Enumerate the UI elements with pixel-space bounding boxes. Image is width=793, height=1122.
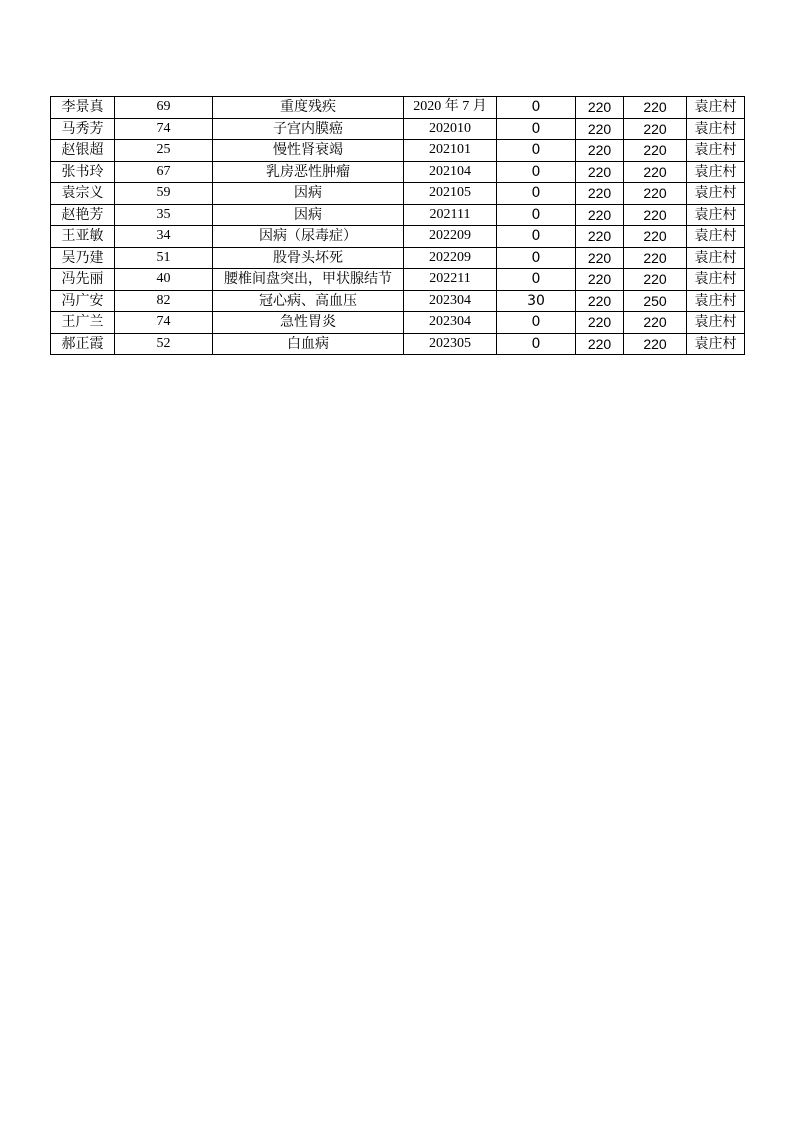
date-cell: 202105 <box>404 183 497 205</box>
date-cell: 202305 <box>404 333 497 355</box>
total-amount-cell: 220 <box>624 269 687 291</box>
name-cell: 李景真 <box>51 97 115 119</box>
age-cell: 82 <box>115 290 213 312</box>
base-amount-cell: 220 <box>576 97 624 119</box>
base-amount-cell: 220 <box>576 247 624 269</box>
name-cell: 冯先丽 <box>51 269 115 291</box>
table-row <box>51 204 745 226</box>
extra-amount-cell: 30 <box>497 290 576 312</box>
total-amount-cell: 220 <box>624 333 687 355</box>
age-cell: 40 <box>115 269 213 291</box>
table-row <box>51 161 745 183</box>
illness-cell: 乳房恶性肿瘤 <box>213 161 404 183</box>
illness-cell: 重度残疾 <box>213 97 404 119</box>
illness-cell: 冠心病、高血压 <box>213 290 404 312</box>
village-cell: 袁庄村 <box>687 312 745 334</box>
age-cell: 67 <box>115 161 213 183</box>
extra-amount-cell: 0 <box>497 161 576 183</box>
date-cell: 202104 <box>404 161 497 183</box>
name-cell: 吴乃建 <box>51 247 115 269</box>
recipient-table <box>50 96 745 355</box>
age-cell: 34 <box>115 226 213 248</box>
table-row <box>51 140 745 162</box>
total-amount-cell: 220 <box>624 312 687 334</box>
village-cell: 袁庄村 <box>687 183 745 205</box>
age-cell: 51 <box>115 247 213 269</box>
age-cell: 69 <box>115 97 213 119</box>
table-row <box>51 333 745 355</box>
extra-amount-cell: 0 <box>497 140 576 162</box>
date-cell: 202101 <box>404 140 497 162</box>
table-body <box>51 97 745 355</box>
age-cell: 52 <box>115 333 213 355</box>
village-cell: 袁庄村 <box>687 290 745 312</box>
date-cell: 202304 <box>404 312 497 334</box>
total-amount-cell: 250 <box>624 290 687 312</box>
extra-amount-cell: 0 <box>497 97 576 119</box>
village-cell: 袁庄村 <box>687 247 745 269</box>
illness-cell: 因病 <box>213 204 404 226</box>
date-cell: 202304 <box>404 290 497 312</box>
base-amount-cell: 220 <box>576 290 624 312</box>
extra-amount-cell: 0 <box>497 118 576 140</box>
village-cell: 袁庄村 <box>687 226 745 248</box>
base-amount-cell: 220 <box>576 312 624 334</box>
illness-cell: 子宫内膜癌 <box>213 118 404 140</box>
base-amount-cell: 220 <box>576 140 624 162</box>
illness-cell: 急性胃炎 <box>213 312 404 334</box>
age-cell: 25 <box>115 140 213 162</box>
illness-cell: 慢性肾衰竭 <box>213 140 404 162</box>
illness-cell: 因病 <box>213 183 404 205</box>
total-amount-cell: 220 <box>624 247 687 269</box>
name-cell: 冯广安 <box>51 290 115 312</box>
name-cell: 王广兰 <box>51 312 115 334</box>
table-row <box>51 269 745 291</box>
age-cell: 74 <box>115 118 213 140</box>
total-amount-cell: 220 <box>624 161 687 183</box>
table-row <box>51 183 745 205</box>
name-cell: 马秀芳 <box>51 118 115 140</box>
extra-amount-cell: 0 <box>497 312 576 334</box>
table-row <box>51 312 745 334</box>
village-cell: 袁庄村 <box>687 269 745 291</box>
total-amount-cell: 220 <box>624 97 687 119</box>
age-cell: 74 <box>115 312 213 334</box>
village-cell: 袁庄村 <box>687 161 745 183</box>
name-cell: 王亚敏 <box>51 226 115 248</box>
name-cell: 张书玲 <box>51 161 115 183</box>
illness-cell: 因病（尿毒症） <box>213 226 404 248</box>
extra-amount-cell: 0 <box>497 247 576 269</box>
village-cell: 袁庄村 <box>687 118 745 140</box>
table-row <box>51 97 745 119</box>
date-cell: 202211 <box>404 269 497 291</box>
extra-amount-cell: 0 <box>497 183 576 205</box>
date-cell: 202209 <box>404 247 497 269</box>
name-cell: 赵艳芳 <box>51 204 115 226</box>
base-amount-cell: 220 <box>576 204 624 226</box>
total-amount-cell: 220 <box>624 226 687 248</box>
village-cell: 袁庄村 <box>687 140 745 162</box>
extra-amount-cell: 0 <box>497 269 576 291</box>
age-cell: 59 <box>115 183 213 205</box>
total-amount-cell: 220 <box>624 183 687 205</box>
name-cell: 赵银超 <box>51 140 115 162</box>
total-amount-cell: 220 <box>624 118 687 140</box>
table-row <box>51 290 745 312</box>
extra-amount-cell: 0 <box>497 333 576 355</box>
illness-cell: 白血病 <box>213 333 404 355</box>
total-amount-cell: 220 <box>624 204 687 226</box>
illness-cell: 腰椎间盘突出，甲状腺结节 <box>213 269 404 291</box>
base-amount-cell: 220 <box>576 118 624 140</box>
base-amount-cell: 220 <box>576 183 624 205</box>
illness-cell: 股骨头坏死 <box>213 247 404 269</box>
table-row <box>51 226 745 248</box>
village-cell: 袁庄村 <box>687 333 745 355</box>
age-cell: 35 <box>115 204 213 226</box>
base-amount-cell: 220 <box>576 226 624 248</box>
name-cell: 袁宗义 <box>51 183 115 205</box>
base-amount-cell: 220 <box>576 269 624 291</box>
date-cell: 202010 <box>404 118 497 140</box>
extra-amount-cell: 0 <box>497 204 576 226</box>
table-row <box>51 247 745 269</box>
table-row <box>51 118 745 140</box>
date-cell: 202111 <box>404 204 497 226</box>
base-amount-cell: 220 <box>576 161 624 183</box>
date-cell: 202209 <box>404 226 497 248</box>
date-cell: 2020 年 7 月 <box>404 97 497 119</box>
name-cell: 郝正霞 <box>51 333 115 355</box>
total-amount-cell: 220 <box>624 140 687 162</box>
extra-amount-cell: 0 <box>497 226 576 248</box>
village-cell: 袁庄村 <box>687 204 745 226</box>
base-amount-cell: 220 <box>576 333 624 355</box>
village-cell: 袁庄村 <box>687 97 745 119</box>
